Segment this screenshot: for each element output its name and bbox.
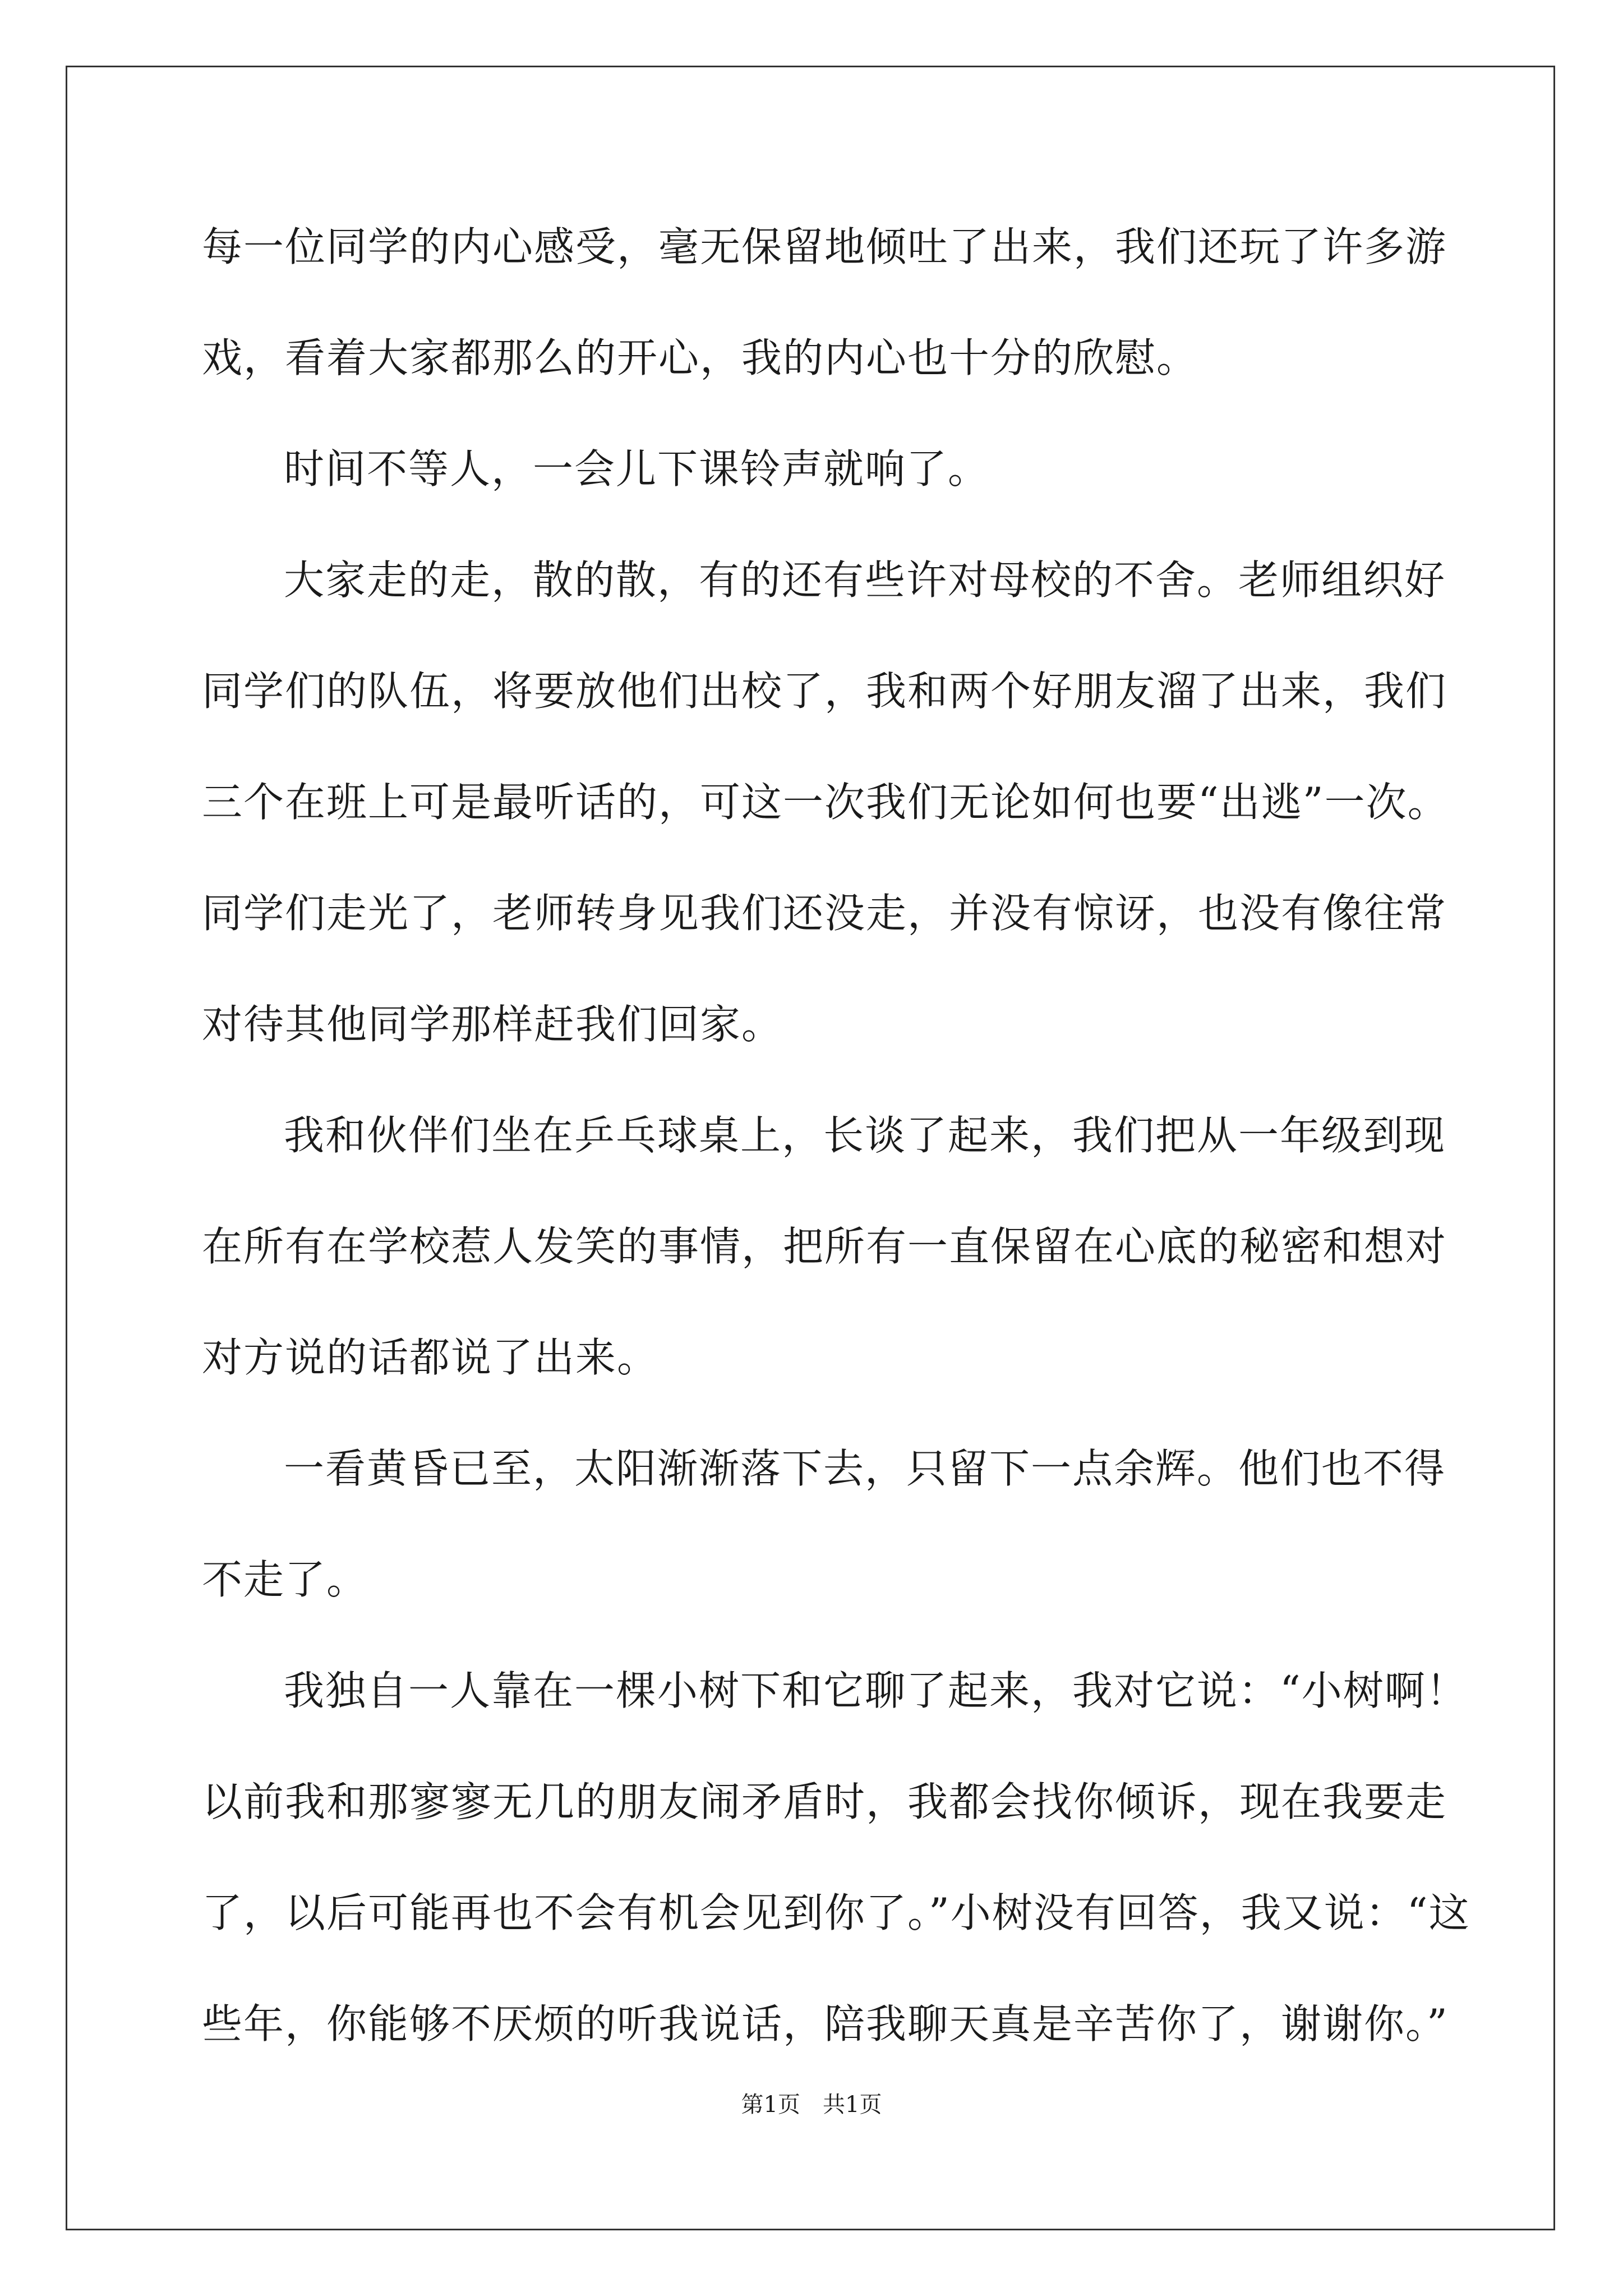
- text-line: 我和伙伴们坐在乒乓球桌上，长谈了起来，我们把从一年级到现: [284, 1112, 1446, 1159]
- document-body: [202, 213, 1470, 2101]
- text-line: 三个在班上可是最听话的，可这一次我们无论如何也要“出逃”一次。: [202, 779, 1449, 826]
- text-line: 同学们走光了，老师转身见我们还没走，并没有惊讶，也没有像往常: [202, 890, 1447, 937]
- text-line: 一看黄昏已至，太阳渐渐落下去，只留下一点余辉。他们也不得: [284, 1445, 1446, 1492]
- text-line: 不走了。: [202, 1556, 368, 1603]
- paragraph: [202, 213, 1447, 392]
- text-line: 同学们的队伍，将要放他们出校了，我和两个好朋友溜了出来，我们: [202, 668, 1447, 715]
- text-line: 对待其他同学那样赶我们回家。: [202, 1001, 783, 1048]
- text-line: 以前我和那寥寥无几的朋友闹矛盾时，我都会找你倾诉，现在我要走: [202, 1778, 1447, 1825]
- text-line: 戏，看着大家都那么的开心，我的内心也十分的欣慰。: [202, 334, 1198, 381]
- paragraph: [202, 435, 1424, 503]
- text-line: 时间不等人，一会儿下课铃声就响了。: [284, 445, 990, 493]
- text-line: 些年，你能够不厌烦的听我说话，陪我聊天真是辛苦你了，谢谢你。”: [202, 2000, 1449, 2047]
- text-line: 每一位同学的内心感受，毫无保留地倾吐了出来，我们还玩了许多游: [202, 223, 1447, 270]
- paragraph: [202, 1657, 1470, 2058]
- paragraph: [202, 1435, 1446, 1613]
- text-line: 了，以后可能再也不会有机会见到你了。”小树没有回答，我又说：“这: [202, 1889, 1470, 1936]
- text-line: 我独自一人靠在一棵小树下和它聊了起来，我对它说：“小树啊！: [284, 1667, 1468, 1714]
- text-line: 大家走的走，散的散，有的还有些许对母校的不舍。老师组织好: [284, 556, 1446, 604]
- paragraph: [202, 546, 1449, 1058]
- page-number-footer: 第1页 共1页: [741, 2092, 882, 2118]
- text-line: 在所有在学校惹人发笑的事情，把所有一直保留在心底的秘密和想对: [202, 1223, 1447, 1270]
- paragraph: [202, 1102, 1447, 1391]
- text-line: 对方说的话都说了出来。: [202, 1334, 659, 1381]
